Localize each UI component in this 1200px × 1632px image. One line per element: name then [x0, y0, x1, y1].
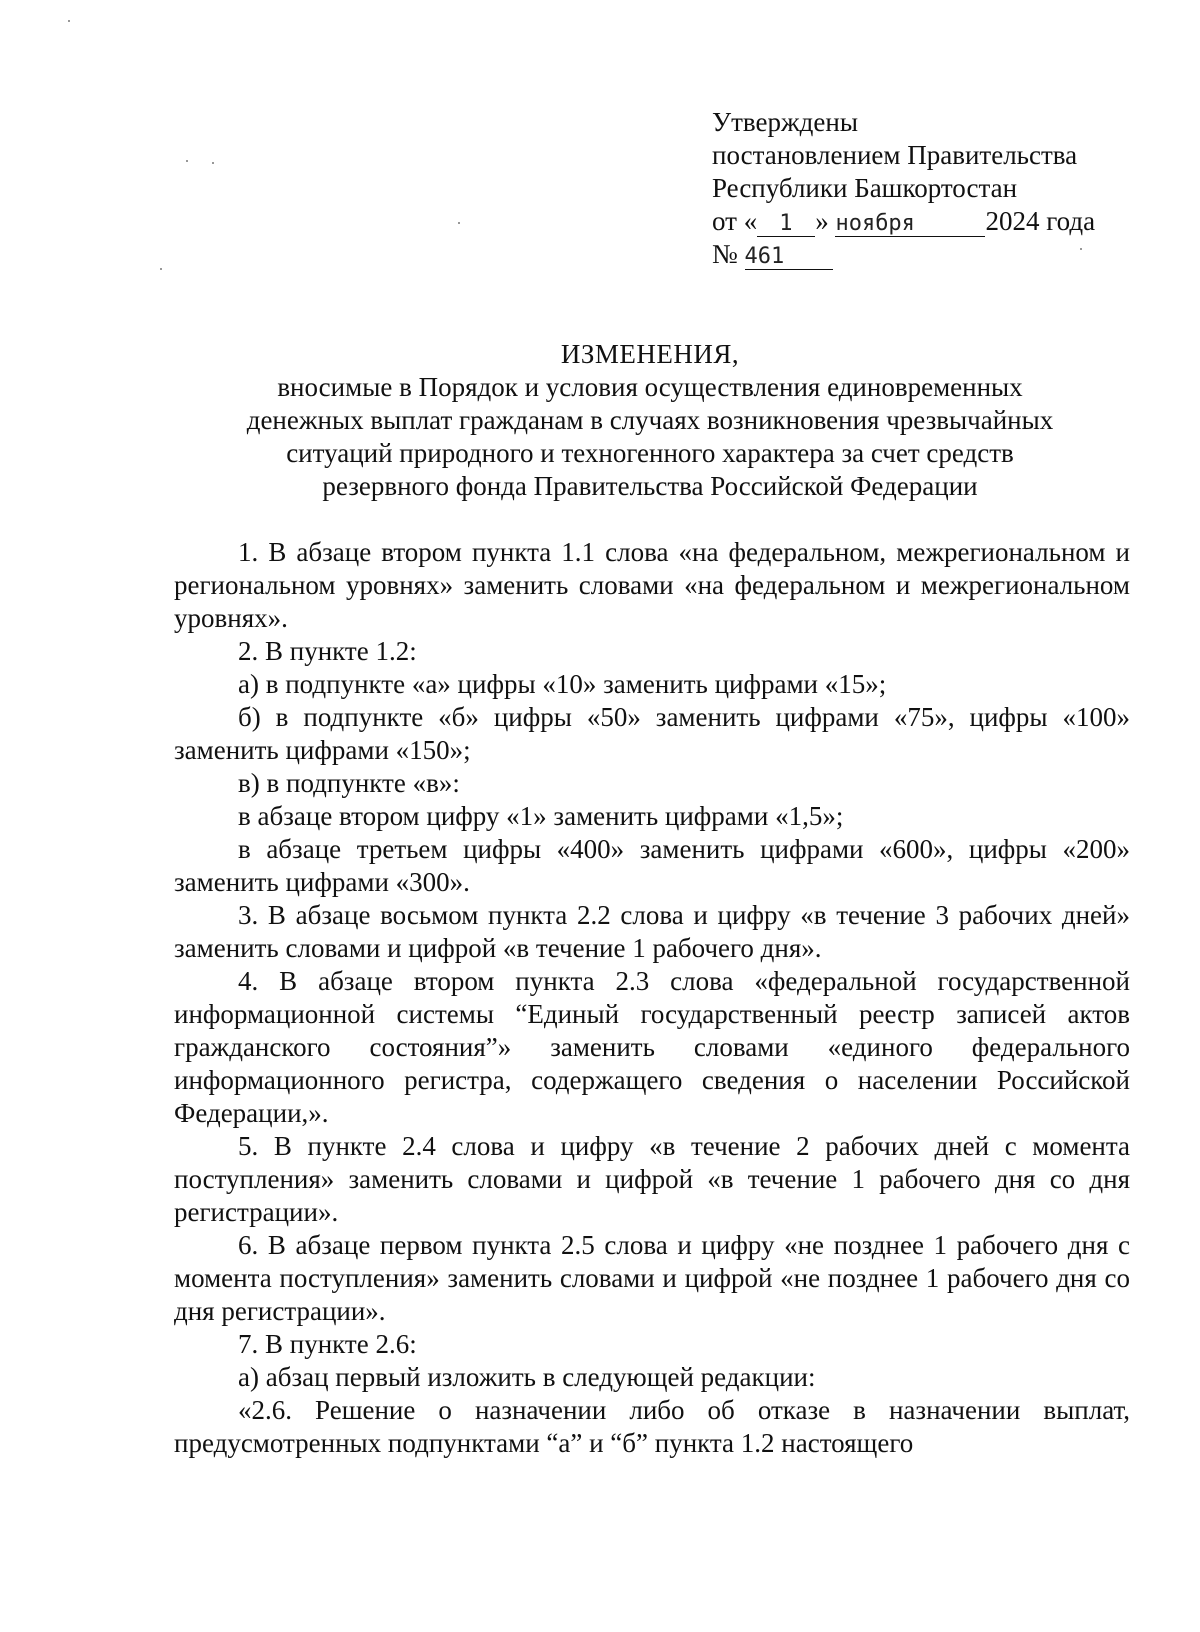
document-heading: ИЗМЕНЕНИЯ, — [560, 339, 740, 369]
date-day-handwritten: 1 — [757, 212, 815, 237]
paragraph-3: 3. В абзаце восьмом пункта 2.2 слова и цифру «в течение 3 рабочих дней» заменить словами и цифрой «в течение 1 рабочего дня». — [174, 900, 1130, 963]
paragraph-1: 1. В абзаце втором пункта 1.1 слова «на федеральном, межрегиональном и региональном уровнях» заменить словами «на федеральном и межрегиональном уровнях». — [174, 537, 1130, 633]
document-subtitle-line: денежных выплат гражданам в случаях возникновения чрезвычайных — [246, 405, 1054, 435]
date-prefix: от « — [712, 206, 758, 236]
paragraph-6: 6. В абзаце первом пункта 2.5 слова и цифру «не позднее 1 рабочего дня с момента поступления» заменить словами и цифрой «не позднее 1 рабочего дня со дня регистрации». — [174, 1230, 1130, 1326]
scan-speck — [160, 268, 162, 270]
paragraph-2v: в) в подпункте «в»: — [238, 768, 460, 798]
approval-by-resolution: постановлением Правительства — [712, 140, 1078, 170]
paragraph-2: 2. В пункте 1.2: — [238, 636, 417, 666]
number-value-handwritten: 461 — [745, 245, 833, 270]
number-prefix: № — [712, 239, 738, 269]
date-mid: » — [815, 206, 829, 236]
paragraph-7a-quote: «2.6. Решение о назначении либо об отказе в назначении выплат, предусмотренных подпунктами “а” и “б” пункта 1.2 настоящего — [174, 1395, 1130, 1458]
scan-speck — [186, 160, 188, 162]
paragraph-2a: а) в подпункте «а» цифры «10» заменить цифрами «15»; — [238, 669, 887, 699]
approval-republic: Республики Башкортостан — [712, 173, 1018, 203]
paragraph-7a: а) абзац первый изложить в следующей редакции: — [238, 1362, 816, 1392]
paragraph-4: 4. В абзаце втором пункта 2.3 слова «федеральной государственной информационной системы “Единый государственный реестр записей актов гражданского состояния”» заменить словами «единого федерального информационного регистра, содержащего сведения о населении Российской Федерации,». — [174, 966, 1130, 1128]
scan-speck — [68, 20, 70, 22]
paragraph-5: 5. В пункте 2.4 слова и цифру «в течение 2 рабочих дней с момента поступления» заменить словами и цифрой «в течение 1 рабочего дня со дня регистрации». — [174, 1131, 1130, 1227]
paragraph-7: 7. В пункте 2.6: — [238, 1329, 417, 1359]
document-subtitle-line: вносимые в Порядок и условия осуществления единовременных — [277, 372, 1023, 402]
date-year: 2024 года — [985, 206, 1096, 236]
document-body — [174, 536, 1130, 1460]
scan-speck — [212, 162, 214, 164]
paragraph-2v-1: в абзаце втором цифру «1» заменить цифрами «1,5»; — [238, 801, 844, 831]
approval-date-line — [712, 205, 1152, 238]
document-title-block — [150, 338, 1150, 503]
approval-block — [712, 106, 1152, 271]
paragraph-2v-2: в абзаце третьем цифры «400» заменить цифрами «600», цифры «200» заменить цифрами «300». — [174, 834, 1130, 897]
scan-speck — [458, 222, 460, 224]
approval-approved: Утверждены — [712, 107, 858, 137]
date-month-handwritten: ноября — [835, 212, 985, 237]
paragraph-2b: б) в подпункте «б» цифры «50» заменить цифрами «75», цифры «100» заменить цифрами «150»; — [174, 702, 1130, 765]
document-subtitle-line: резервного фонда Правительства Российской Федерации — [322, 471, 978, 501]
document-subtitle-line: ситуаций природного и техногенного характера за счет средств — [286, 438, 1014, 468]
approval-number-line — [712, 238, 1152, 271]
